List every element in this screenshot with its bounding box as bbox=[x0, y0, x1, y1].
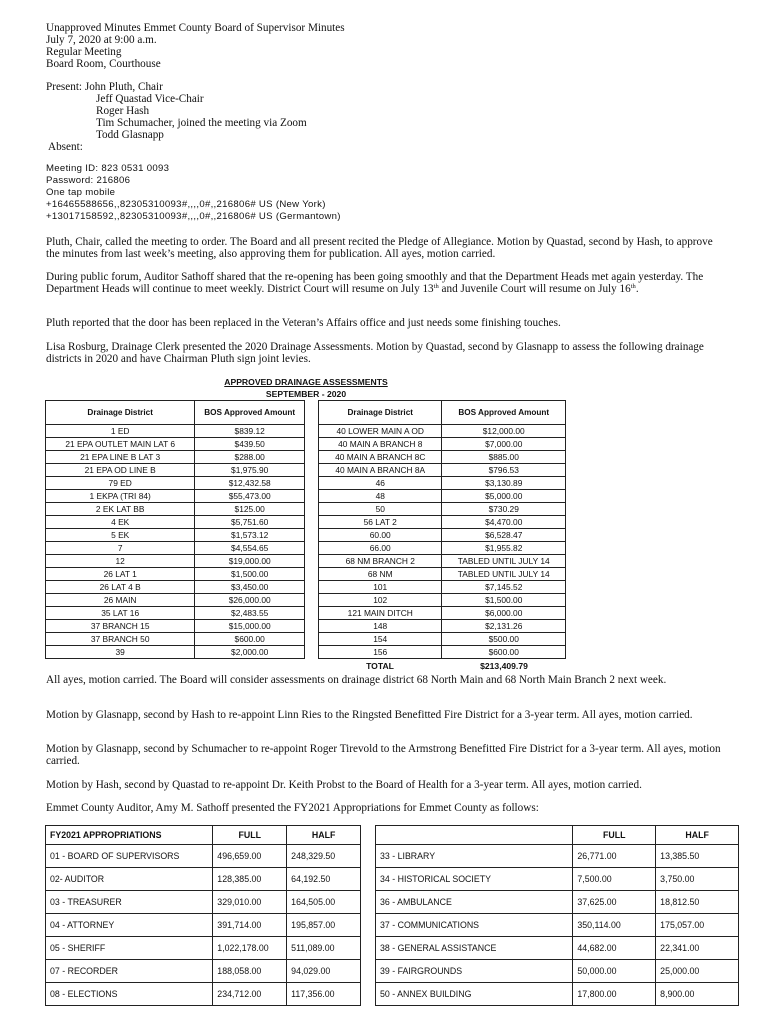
table-cell: $796.53 bbox=[442, 464, 566, 477]
table-row bbox=[376, 983, 739, 1006]
table-cell: $125.00 bbox=[195, 503, 305, 516]
header-meeting-type: Regular Meeting bbox=[46, 46, 122, 58]
drainage-table-right bbox=[318, 400, 566, 659]
table-cell: 37,625.00 bbox=[573, 891, 656, 914]
table-cell: $1,573.12 bbox=[195, 529, 305, 542]
table-row bbox=[319, 503, 566, 516]
table-cell: 40 MAIN A BRANCH 8 bbox=[319, 438, 442, 451]
table-header-row bbox=[46, 401, 305, 425]
table-cell: $3,130.89 bbox=[442, 477, 566, 490]
table-row bbox=[319, 542, 566, 555]
table-cell: $5,751.60 bbox=[195, 516, 305, 529]
table-row bbox=[376, 960, 739, 983]
member-name: Roger Hash bbox=[96, 105, 150, 117]
table-cell: $1,500.00 bbox=[195, 568, 305, 581]
appropriations-table-right bbox=[375, 825, 739, 1006]
table-cell: $19,000.00 bbox=[195, 555, 305, 568]
table-cell: $6,000.00 bbox=[442, 607, 566, 620]
column-header bbox=[376, 826, 573, 845]
table-header-row bbox=[46, 826, 361, 845]
table-cell: 1 EKPA (TRI 84) bbox=[46, 490, 195, 503]
table-cell: 21 EPA OD LINE B bbox=[46, 464, 195, 477]
total-value: $213,409.79 bbox=[480, 661, 528, 671]
appropriations-table-left bbox=[45, 825, 361, 1006]
table-row bbox=[319, 594, 566, 607]
table-row bbox=[46, 464, 305, 477]
table-cell: 01 - BOARD OF SUPERVISORS bbox=[46, 845, 213, 868]
dial-in-number: +16465588656,,82305310093#,,,,0#,,216806# US (New York) bbox=[46, 199, 326, 210]
table-cell: $6,528.47 bbox=[442, 529, 566, 542]
table-cell: $3,450.00 bbox=[195, 581, 305, 594]
table-cell: $15,000.00 bbox=[195, 620, 305, 633]
table-row bbox=[46, 581, 305, 594]
table-row bbox=[46, 568, 305, 581]
column-header: HALF bbox=[656, 826, 739, 845]
table-row bbox=[376, 914, 739, 937]
table-cell: $500.00 bbox=[442, 633, 566, 646]
table-cell: 13,385.50 bbox=[656, 845, 739, 868]
table-cell: 248,329.50 bbox=[287, 845, 361, 868]
column-header: FULL bbox=[213, 826, 287, 845]
table-cell: 08 - ELECTIONS bbox=[46, 983, 213, 1006]
table-cell: 79 ED bbox=[46, 477, 195, 490]
table-cell: 148 bbox=[319, 620, 442, 633]
table-cell: $1,975.90 bbox=[195, 464, 305, 477]
column-header: BOS Approved Amount bbox=[195, 401, 305, 425]
table-cell: 40 MAIN A BRANCH 8A bbox=[319, 464, 442, 477]
table-cell: $439.50 bbox=[195, 438, 305, 451]
assessment-followup-paragraph: All ayes, motion carried. The Board will consider assessments on drainage district 68 North Main and 68 North Main Branch 2 next week. bbox=[46, 674, 667, 686]
table-row bbox=[319, 581, 566, 594]
table-header-row bbox=[376, 826, 739, 845]
table-row bbox=[46, 646, 305, 659]
table-cell: TABLED UNTIL JULY 14 bbox=[442, 555, 566, 568]
table-cell: 37 BRANCH 50 bbox=[46, 633, 195, 646]
table-cell: 40 LOWER MAIN A OD bbox=[319, 425, 442, 438]
drainage-table-left bbox=[45, 400, 305, 659]
column-header: Drainage District bbox=[319, 401, 442, 425]
veterans-affairs-paragraph: Pluth reported that the door has been replaced in the Veteran’s Affairs office and just needs some finishing touches. bbox=[46, 317, 561, 329]
table-cell: $1,955.82 bbox=[442, 542, 566, 555]
table-cell: 18,812.50 bbox=[656, 891, 739, 914]
table-cell: 26,771.00 bbox=[573, 845, 656, 868]
table-cell: 17,800.00 bbox=[573, 983, 656, 1006]
table-cell: 26 MAIN bbox=[46, 594, 195, 607]
table-row bbox=[319, 490, 566, 503]
column-header: HALF bbox=[287, 826, 361, 845]
table-cell: 12 bbox=[46, 555, 195, 568]
table-row bbox=[46, 594, 305, 607]
table-cell: $730.29 bbox=[442, 503, 566, 516]
table-cell: 21 EPA OUTLET MAIN LAT 6 bbox=[46, 438, 195, 451]
table-row bbox=[319, 425, 566, 438]
table-row bbox=[319, 451, 566, 464]
table-cell: 50,000.00 bbox=[573, 960, 656, 983]
table-cell: 164,505.00 bbox=[287, 891, 361, 914]
table-cell: 60.00 bbox=[319, 529, 442, 542]
member-name: Jeff Quastad Vice-Chair bbox=[96, 93, 204, 105]
table-cell: 26 LAT 1 bbox=[46, 568, 195, 581]
table-row bbox=[46, 490, 305, 503]
member-name: Todd Glasnapp bbox=[96, 129, 164, 141]
table-row bbox=[319, 516, 566, 529]
table-row bbox=[46, 542, 305, 555]
table-cell: 128,385.00 bbox=[213, 868, 287, 891]
table-cell: 37 - COMMUNICATIONS bbox=[376, 914, 573, 937]
table-cell: 3,750.00 bbox=[656, 868, 739, 891]
table-cell: $12,432.58 bbox=[195, 477, 305, 490]
table-cell: 94,029.00 bbox=[287, 960, 361, 983]
table-cell: $2,000.00 bbox=[195, 646, 305, 659]
table-cell: 39 - FAIRGROUNDS bbox=[376, 960, 573, 983]
table-cell: 35 LAT 16 bbox=[46, 607, 195, 620]
table-row bbox=[319, 477, 566, 490]
table-cell: $26,000.00 bbox=[195, 594, 305, 607]
meeting-id: Meeting ID: 823 0531 0093 bbox=[46, 163, 170, 174]
table-cell: $4,554.65 bbox=[195, 542, 305, 555]
table-row bbox=[46, 983, 361, 1006]
table-cell: 36 - AMBULANCE bbox=[376, 891, 573, 914]
table-cell: 188,058.00 bbox=[213, 960, 287, 983]
table-cell: $288.00 bbox=[195, 451, 305, 464]
table-row bbox=[376, 891, 739, 914]
ringsted-appointment-paragraph: Motion by Glasnapp, second by Hash to re-appoint Linn Ries to the Ringsted Benefitted Fire District for a 3-year term. All ayes, motion carried. bbox=[46, 709, 693, 721]
table-row bbox=[46, 633, 305, 646]
table-cell: 329,010.00 bbox=[213, 891, 287, 914]
table-cell: 4 EK bbox=[46, 516, 195, 529]
table-cell: 04 - ATTORNEY bbox=[46, 914, 213, 937]
table-cell: 07 - RECORDER bbox=[46, 960, 213, 983]
table-cell: 8,900.00 bbox=[656, 983, 739, 1006]
table-cell: 7,500.00 bbox=[573, 868, 656, 891]
table-cell: 1,022,178.00 bbox=[213, 937, 287, 960]
table-row bbox=[46, 607, 305, 620]
table-cell: 44,682.00 bbox=[573, 937, 656, 960]
absent-label: Absent: bbox=[48, 141, 83, 153]
header-date: July 7, 2020 at 9:00 a.m. bbox=[46, 34, 157, 46]
attendance-section bbox=[46, 81, 726, 153]
table-cell: 121 MAIN DITCH bbox=[319, 607, 442, 620]
minutes-header bbox=[46, 22, 726, 70]
table-cell: 68 NM bbox=[319, 568, 442, 581]
table-cell: 50 bbox=[319, 503, 442, 516]
table-cell: 25,000.00 bbox=[656, 960, 739, 983]
table-cell: 38 - GENERAL ASSISTANCE bbox=[376, 937, 573, 960]
table-cell: $1,500.00 bbox=[442, 594, 566, 607]
table-cell: $55,473.00 bbox=[195, 490, 305, 503]
table-cell: 64,192.50 bbox=[287, 868, 361, 891]
member-name: Tim Schumacher, joined the meeting via Zoom bbox=[96, 117, 307, 129]
table-row bbox=[319, 438, 566, 451]
table-cell: $5,000.00 bbox=[442, 490, 566, 503]
table-cell: 03 - TREASURER bbox=[46, 891, 213, 914]
table-cell: 02- AUDITOR bbox=[46, 868, 213, 891]
table-row bbox=[46, 891, 361, 914]
table-cell: $7,145.52 bbox=[442, 581, 566, 594]
table-row bbox=[319, 620, 566, 633]
table-cell: 350,114.00 bbox=[573, 914, 656, 937]
header-title: Unapproved Minutes Emmet County Board of Supervisor Minutes bbox=[46, 22, 345, 34]
table-cell: $600.00 bbox=[442, 646, 566, 659]
header-location: Board Room, Courthouse bbox=[46, 58, 161, 70]
table-cell: 40 MAIN A BRANCH 8C bbox=[319, 451, 442, 464]
table-row bbox=[46, 960, 361, 983]
table-cell: 5 EK bbox=[46, 529, 195, 542]
board-of-health-paragraph: Motion by Hash, second by Quastad to re-appoint Dr. Keith Probst to the Board of Health for a 3-year term. All ayes, motion carried. bbox=[46, 779, 642, 791]
table-cell: 37 BRANCH 15 bbox=[46, 620, 195, 633]
table-cell: 22,341.00 bbox=[656, 937, 739, 960]
table-cell: 05 - SHERIFF bbox=[46, 937, 213, 960]
table-row bbox=[376, 937, 739, 960]
table-row bbox=[46, 845, 361, 868]
table-cell: 46 bbox=[319, 477, 442, 490]
table-row bbox=[46, 425, 305, 438]
table-cell: 21 EPA LINE B LAT 3 bbox=[46, 451, 195, 464]
table-cell: $7,000.00 bbox=[442, 438, 566, 451]
table-row bbox=[46, 516, 305, 529]
table-cell: 2 EK LAT BB bbox=[46, 503, 195, 516]
table-cell: $600.00 bbox=[195, 633, 305, 646]
present-label: Present: John Pluth, Chair bbox=[46, 81, 163, 93]
column-header: FULL bbox=[573, 826, 656, 845]
table-row bbox=[46, 477, 305, 490]
table-cell: 102 bbox=[319, 594, 442, 607]
table-cell: 117,356.00 bbox=[287, 983, 361, 1006]
table-cell: 33 - LIBRARY bbox=[376, 845, 573, 868]
armstrong-appointment-paragraph: Motion by Glasnapp, second by Schumacher to re-appoint Roger Tirevold to the Armstrong Benefitted Fire District for a 3-year term. All ayes, motion carried. bbox=[46, 743, 721, 767]
table-header-row bbox=[319, 401, 566, 425]
table-cell: $839.12 bbox=[195, 425, 305, 438]
table-cell: 26 LAT 4 B bbox=[46, 581, 195, 594]
table-cell: 234,712.00 bbox=[213, 983, 287, 1006]
dial-in-number: +13017158592,,82305310093#,,,,0#,,216806# US (Germantown) bbox=[46, 211, 341, 222]
table-cell: 101 bbox=[319, 581, 442, 594]
drainage-title: APPROVED DRAINAGE ASSESSMENTS bbox=[224, 377, 388, 387]
table-row bbox=[319, 633, 566, 646]
table-row bbox=[46, 438, 305, 451]
public-forum-paragraph: During public forum, Auditor Sathoff shared that the re-opening has been going smoothly and that the Department Heads met again yesterday. The Department Heads will continue to meet weekly. District Court will resume on July 13th and Juvenile Court will resume on July 16th. bbox=[46, 271, 704, 295]
table-cell: 391,714.00 bbox=[213, 914, 287, 937]
table-cell: 68 NM BRANCH 2 bbox=[319, 555, 442, 568]
table-row bbox=[46, 529, 305, 542]
table-cell: 39 bbox=[46, 646, 195, 659]
table-row bbox=[376, 845, 739, 868]
drainage-subtitle: SEPTEMBER - 2020 bbox=[265, 389, 347, 399]
table-row bbox=[46, 503, 305, 516]
table-row bbox=[319, 646, 566, 659]
table-cell: $4,470.00 bbox=[442, 516, 566, 529]
table-row bbox=[46, 914, 361, 937]
appropriations-intro-paragraph: Emmet County Auditor, Amy M. Sathoff presented the FY2021 Appropriations for Emmet County as follows: bbox=[46, 802, 539, 814]
table-cell: 50 - ANNEX BUILDING bbox=[376, 983, 573, 1006]
table-row bbox=[376, 868, 739, 891]
meeting-password: Password: 216806 bbox=[46, 175, 131, 186]
table-cell: 48 bbox=[319, 490, 442, 503]
column-header: BOS Approved Amount bbox=[442, 401, 566, 425]
table-row bbox=[46, 451, 305, 464]
column-header: FY2021 APPROPRIATIONS bbox=[46, 826, 213, 845]
table-cell: 56 LAT 2 bbox=[319, 516, 442, 529]
total-label: TOTAL bbox=[366, 661, 394, 671]
table-cell: 195,857.00 bbox=[287, 914, 361, 937]
table-cell: 511,089.00 bbox=[287, 937, 361, 960]
one-tap-label: One tap mobile bbox=[46, 187, 116, 198]
table-cell: $12,000.00 bbox=[442, 425, 566, 438]
table-cell: $2,483.55 bbox=[195, 607, 305, 620]
table-row bbox=[46, 937, 361, 960]
table-cell: 156 bbox=[319, 646, 442, 659]
table-row bbox=[319, 529, 566, 542]
meeting-info bbox=[46, 163, 726, 223]
table-row bbox=[319, 568, 566, 581]
table-cell: 496,659.00 bbox=[213, 845, 287, 868]
table-cell: 175,057.00 bbox=[656, 914, 739, 937]
drainage-paragraph: Lisa Rosburg, Drainage Clerk presented the 2020 Drainage Assessments. Motion by Quastad, second by Glasnapp to assess the following drainage districts in 2020 and have Chairman Pluth sign joint levies. bbox=[46, 341, 704, 365]
table-cell: 34 - HISTORICAL SOCIETY bbox=[376, 868, 573, 891]
table-cell: TABLED UNTIL JULY 14 bbox=[442, 568, 566, 581]
table-row bbox=[46, 555, 305, 568]
table-cell: 1 ED bbox=[46, 425, 195, 438]
table-cell: 66.00 bbox=[319, 542, 442, 555]
column-header: Drainage District bbox=[46, 401, 195, 425]
table-cell: 7 bbox=[46, 542, 195, 555]
table-row bbox=[319, 464, 566, 477]
table-cell: $885.00 bbox=[442, 451, 566, 464]
table-row bbox=[319, 607, 566, 620]
table-cell: 154 bbox=[319, 633, 442, 646]
table-row bbox=[46, 868, 361, 891]
table-row bbox=[319, 555, 566, 568]
table-cell: $2,131.26 bbox=[442, 620, 566, 633]
call-to-order-paragraph: Pluth, Chair, called the meeting to order. The Board and all present recited the Pledge of Allegiance. Motion by Quastad, second by Hash, to approve the minutes from last week’s meeting, also approving them for publication. All ayes, motion carried. bbox=[46, 236, 713, 260]
table-row bbox=[46, 620, 305, 633]
